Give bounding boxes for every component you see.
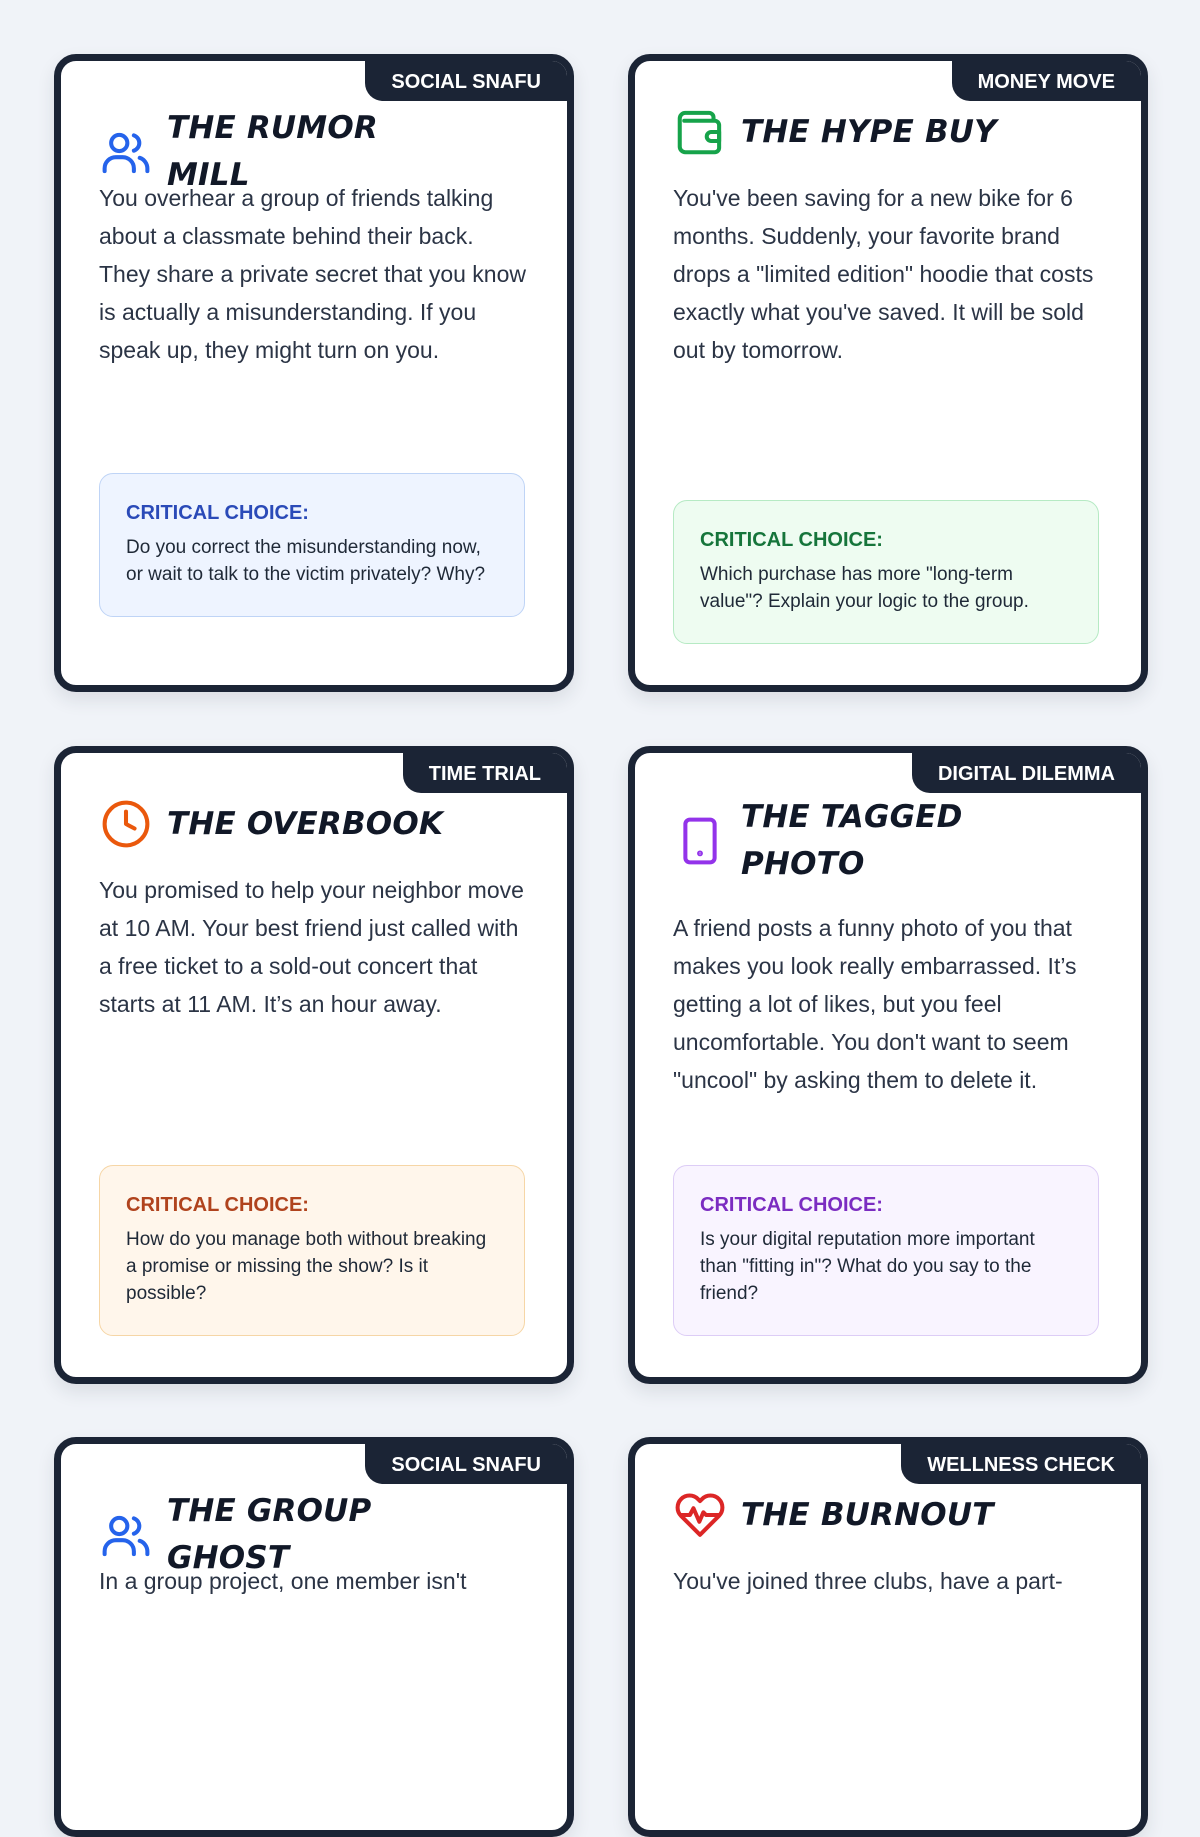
card-description: You promised to help your neighbor move at 10 AM. Your best friend just called with a free ticket to a sold-out concert that starts at 11 AM. It’s an hour away. [99, 877, 524, 1017]
card-description: You've joined three clubs, have a part- [673, 1568, 1063, 1594]
critical-choice-text: Which purchase has more "long-term value"? Explain your logic to the group. [700, 564, 1029, 612]
critical-choice-text: Do you correct the misunderstanding now, or wait to talk to the victim privately? Why? [126, 537, 486, 585]
card-header [673, 1488, 1041, 1542]
critical-choice-text: How do you manage both without breaking a promise or missing the show? Is it possible? [126, 1229, 487, 1304]
critical-choice-box [673, 500, 1099, 644]
phone-icon [673, 814, 727, 868]
critical-choice-label: CRITICAL CHOICE: [700, 1194, 883, 1216]
card-header [99, 797, 467, 851]
scenario-card-hype-buy [628, 54, 1148, 692]
critical-choice-box [99, 1165, 525, 1336]
scenario-card-burnout [628, 1437, 1148, 1837]
users-icon [99, 1508, 153, 1562]
scenario-card-tagged-photo [628, 746, 1148, 1384]
card-category-tag: DIGITAL DILEMMA [912, 753, 1141, 793]
scenario-card-rumor-mill [54, 54, 574, 692]
card-category-tag: SOCIAL SNAFU [365, 61, 567, 101]
critical-choice-label: CRITICAL CHOICE: [126, 502, 309, 524]
card-header [673, 794, 1041, 888]
critical-choice-text: Is your digital reputation more important than "fitting in"? What do you say to the friend? [700, 1229, 1035, 1304]
clock-icon [99, 797, 153, 851]
card-header [673, 105, 1041, 159]
card-title: THE HYPE BUY [741, 113, 997, 150]
card-description: In a group project, one member isn't [99, 1568, 467, 1594]
critical-choice-box [673, 1165, 1099, 1336]
card-description: You overhear a group of friends talking about a classmate behind their back. They share a private secret that you know is actually a misunderstanding. If you speak up, they might turn on you. [99, 185, 526, 363]
card-title: THE OVERBOOK [167, 805, 444, 842]
critical-choice-label: CRITICAL CHOICE: [700, 529, 883, 551]
critical-choice-label: CRITICAL CHOICE: [126, 1194, 309, 1216]
critical-choice-box [99, 473, 525, 617]
card-category-tag: SOCIAL SNAFU [365, 1444, 567, 1484]
card-category-tag: MONEY MOVE [952, 61, 1141, 101]
scenario-card-overbook [54, 746, 574, 1384]
card-title: THE BURNOUT [741, 1496, 994, 1533]
card-description: A friend posts a funny photo of you that makes you look really embarrassed. It’s getting a lot of likes, but you feel uncomfortable. You don't want to seem "uncool" by asking them to delete it. [673, 915, 1077, 1093]
wallet-icon [673, 105, 727, 159]
card-title: THE RUMOR MILL [167, 110, 378, 193]
card-title: THE TAGGED PHOTO [741, 799, 963, 882]
card-title: THE GROUP GHOST [167, 1493, 372, 1576]
scenario-card-group-ghost [54, 1437, 574, 1837]
card-category-tag: TIME TRIAL [403, 753, 567, 793]
users-icon [99, 125, 153, 179]
card-description: You've been saving for a new bike for 6 months. Suddenly, your favorite brand drops a "limited edition" hoodie that costs exactly what you've saved. It will be sold out by tomorrow. [673, 185, 1094, 363]
card-category-tag: WELLNESS CHECK [901, 1444, 1141, 1484]
heart-pulse-icon [673, 1488, 727, 1542]
